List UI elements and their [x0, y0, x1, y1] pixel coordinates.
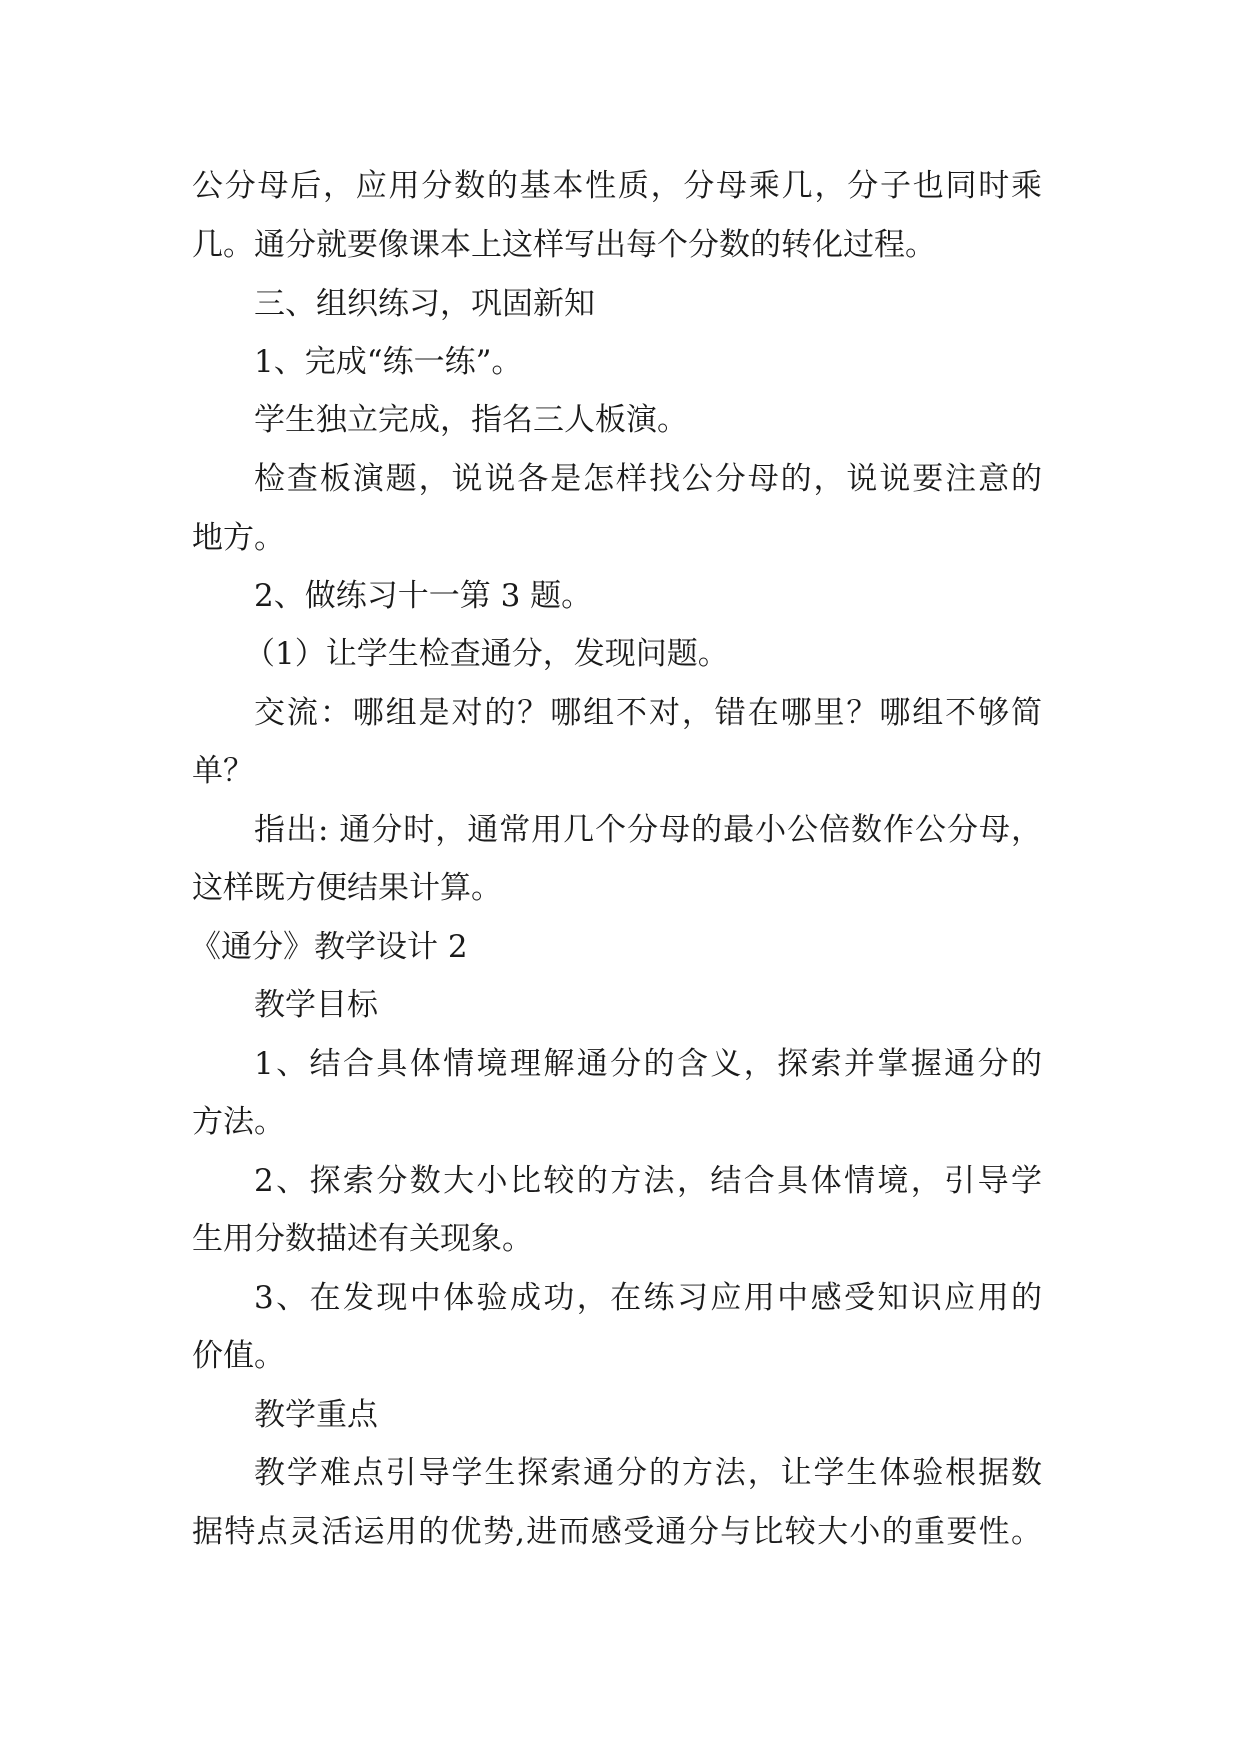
paragraph-line: 1、完成“练一练”。 — [254, 344, 523, 380]
section-heading: 教学重点 — [254, 1397, 378, 1433]
paragraph-line: 教学难点引导学生探索通分的方法，让学生体验根据数 — [254, 1455, 1042, 1491]
paragraph-line: 生用分数描述有关现象。 — [192, 1221, 533, 1257]
paragraph-line: 单？ — [192, 753, 254, 789]
paragraph-line: 几。通分就要像课本上这样写出每个分数的转化过程。 — [192, 227, 936, 263]
paragraph-line: 地方。 — [192, 520, 285, 556]
paragraph-line: 检查板演题，说说各是怎样找公分母的，说说要注意的 — [254, 461, 1042, 497]
paragraph-line: 交流：哪组是对的？哪组不对，错在哪里？哪组不够简 — [254, 695, 1042, 731]
paragraph-line: 价值。 — [192, 1338, 285, 1374]
paragraph-line: 1、结合具体情境理解通分的含义，探索并掌握通分的 — [254, 1046, 1042, 1082]
paragraph-line: 2、做练习十一第 3 题。 — [254, 578, 593, 614]
paragraph-line: 学生独立完成，指名三人板演。 — [254, 402, 688, 438]
document-title: 《通分》教学设计 2 — [190, 929, 468, 965]
paragraph-line: 3、在发现中体验成功，在练习应用中感受知识应用的 — [254, 1280, 1042, 1316]
paragraph-line: 据特点灵活运用的优势,进而感受通分与比较大小的重要性。 — [192, 1514, 1042, 1550]
paragraph-line: （1）让学生检查通分，发现问题。 — [244, 636, 729, 672]
section-heading: 教学目标 — [254, 987, 378, 1023]
paragraph-line: 方法。 — [192, 1104, 285, 1140]
paragraph-line: 指出: 通分时，通常用几个分母的最小公倍数作公分母， — [254, 812, 1042, 848]
paragraph-line: 这样既方便结果计算。 — [192, 870, 502, 906]
section-heading: 三、组织练习，巩固新知 — [254, 286, 595, 322]
paragraph-line: 2、探索分数大小比较的方法，结合具体情境，引导学 — [254, 1163, 1042, 1199]
paragraph-line: 公分母后，应用分数的基本性质，分母乘几，分子也同时乘 — [192, 168, 1042, 204]
